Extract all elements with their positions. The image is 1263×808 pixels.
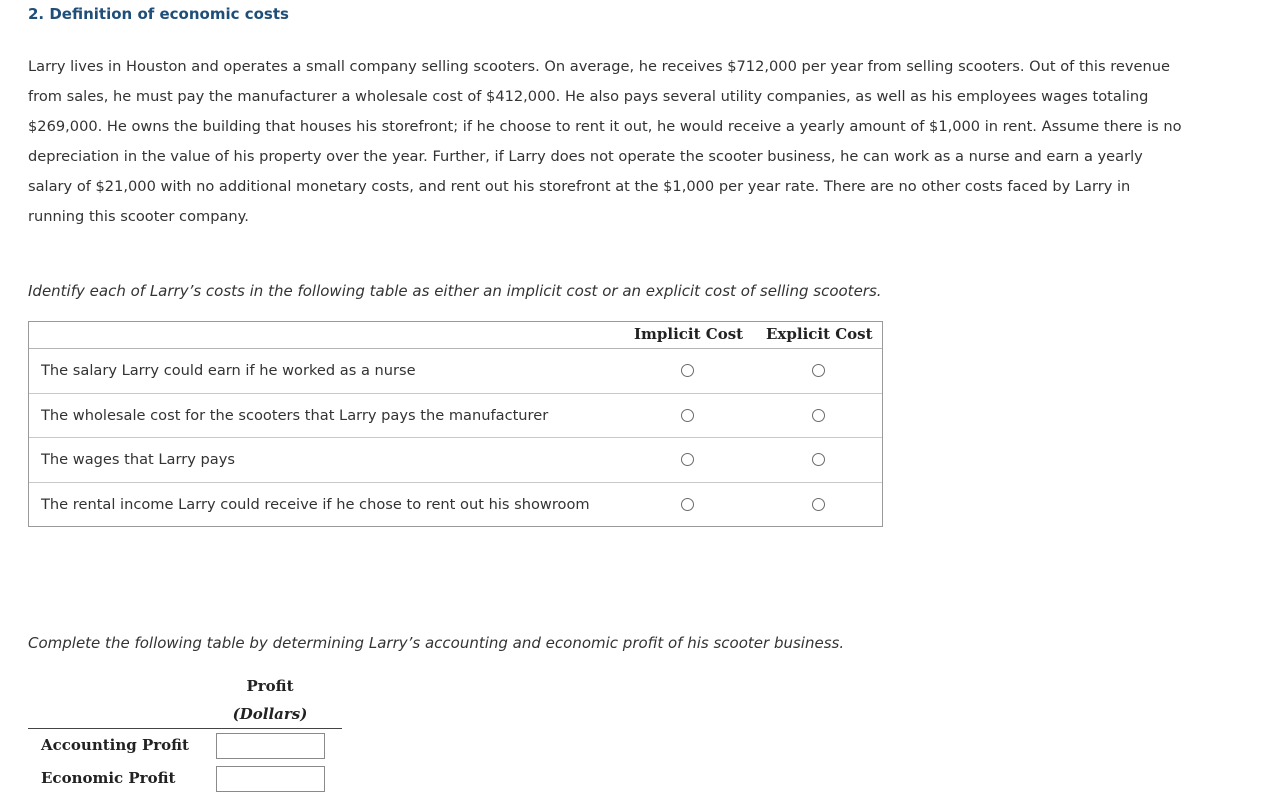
table-row <box>29 438 882 483</box>
table-row <box>29 349 882 394</box>
implicit-cost-header: Implicit Cost <box>634 325 744 343</box>
economic-profit-label: Economic Profit <box>41 769 176 787</box>
cost-table-header <box>29 322 882 349</box>
profit-table-divider <box>28 728 342 729</box>
problem-passage: Larry lives in Houston and operates a small company selling scooters. On average, he receives $712,000 per year from selling scooters. Out of this revenue from sales, he must pay the manufacturer a wholesale cost of $412,000. He also pays several utility companies, as well as his employees wages totaling $269,000. He owns the building that houses his storefront; if he choose to rent it out, he would receive a yearly amount of $1,000 in rent. Assume there is no depreciation in the value of his property over the year. Further, if Larry does not operate the scooter business, he can work as a nurse and earn a yearly salary of $21,000 with no additional monetary costs, and rent out his storefront at the $1,000 per year rate. There are no other costs faced by Larry in running this scooter company. <box>28 58 1182 225</box>
row-label-nurse-salary: The salary Larry could earn if he worked as a nurse <box>41 362 416 379</box>
implicit-radio-rental-income[interactable] <box>681 498 694 511</box>
row-label-wages: The wages that Larry pays <box>41 451 235 468</box>
explicit-radio-wages[interactable] <box>812 453 825 466</box>
explicit-radio-rental-income[interactable] <box>812 498 825 511</box>
cost-classification-table <box>28 321 883 527</box>
table-row <box>29 394 882 439</box>
profit-table-instruction: Complete the following table by determining Larry’s accounting and economic profit of his scooter business. <box>28 634 845 652</box>
question-title: 2. Definition of economic costs <box>28 5 289 23</box>
implicit-radio-wholesale-cost[interactable] <box>681 409 694 422</box>
table-row <box>29 483 882 527</box>
implicit-radio-nurse-salary[interactable] <box>681 364 694 377</box>
accounting-profit-input[interactable] <box>216 733 325 759</box>
economic-profit-input[interactable] <box>216 766 325 792</box>
cost-table-instruction: Identify each of Larry’s costs in the following table as either an implicit cost or an explicit cost of selling scooters. <box>28 282 882 300</box>
profit-unit-header: (Dollars) <box>232 705 308 723</box>
accounting-profit-label: Accounting Profit <box>41 736 189 754</box>
row-label-wholesale-cost: The wholesale cost for the scooters that Larry pays the manufacturer <box>41 406 549 424</box>
implicit-radio-wages[interactable] <box>681 453 694 466</box>
row-label-rental-income: The rental income Larry could receive if he chose to rent out his showroom <box>41 495 590 513</box>
explicit-radio-nurse-salary[interactable] <box>812 364 825 377</box>
explicit-cost-header: Explicit Cost <box>766 325 873 343</box>
explicit-radio-wholesale-cost[interactable] <box>812 409 825 422</box>
profit-header: Profit <box>246 677 294 695</box>
